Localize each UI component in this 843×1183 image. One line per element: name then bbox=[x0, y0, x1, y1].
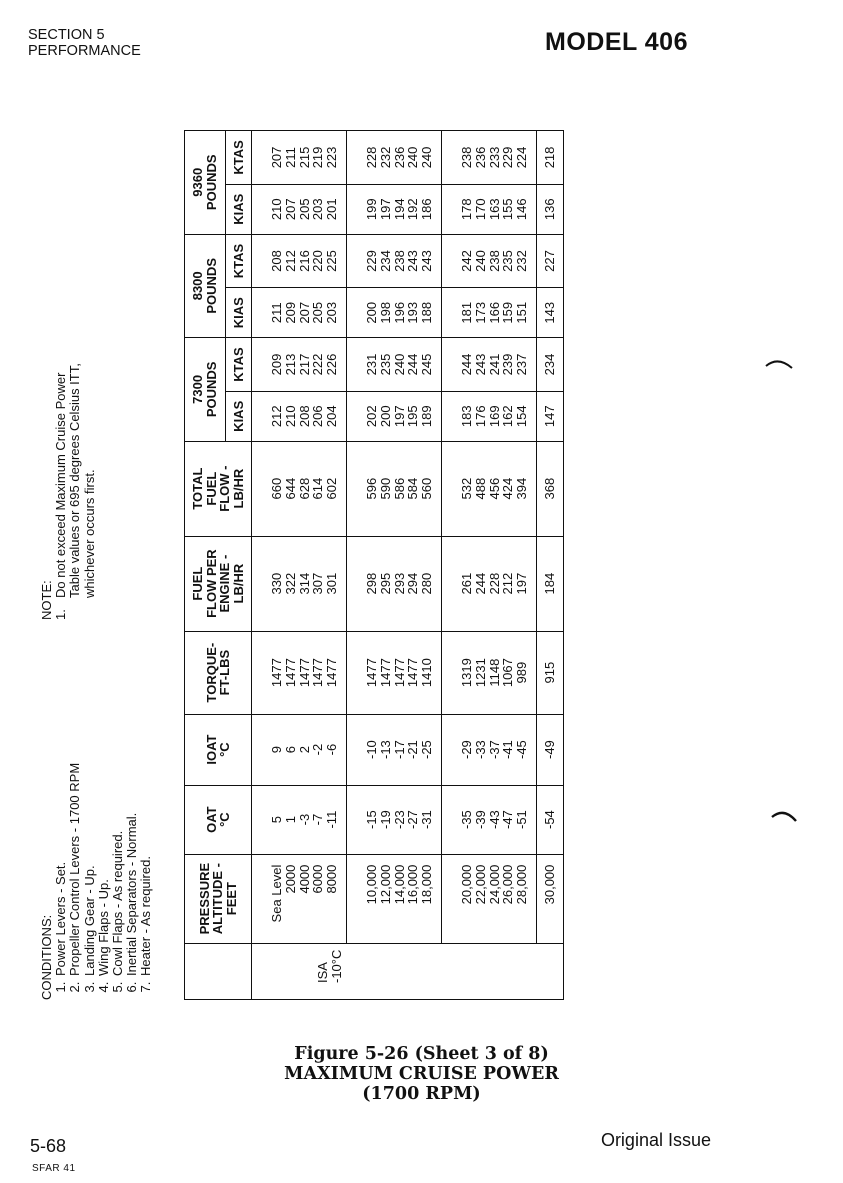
condition-item: 4. Wing Flaps - Up. bbox=[97, 763, 111, 978]
caption-line: MAXIMUM CRUISE POWER bbox=[284, 1064, 559, 1084]
issue-label: Original Issue bbox=[600, 1130, 711, 1150]
condition-item: 5. Cowl Flaps - As required. bbox=[111, 763, 125, 978]
ktas-cell: 244 243 241 239 237 bbox=[442, 338, 537, 392]
total-fuel-flow-cell: 368 bbox=[537, 441, 564, 536]
fuel-flow-cell: 184 bbox=[537, 536, 564, 631]
kias-cell: 178 170 163 155 146 bbox=[442, 184, 537, 234]
total-fuel-flow-cell: 660 644 628 614 602 bbox=[252, 441, 347, 536]
regulation-code: SFAR 41 bbox=[32, 1163, 76, 1174]
kias-cell: 200 198 196 193 188 bbox=[347, 288, 442, 338]
caption-line: (1700 RPM) bbox=[362, 1084, 481, 1104]
kias-cell: 143 bbox=[537, 288, 564, 338]
ioat-cell: 9 6 2 -2 -6 bbox=[252, 714, 347, 785]
section-number: SECTION 5 bbox=[28, 27, 105, 43]
torque-header: TORQUE- FT-LBS bbox=[185, 631, 252, 714]
fuel-flow-cell: 298 295 293 294 280 bbox=[347, 536, 442, 631]
altitude-cell: Sea Level 2000 4000 6000 8000 bbox=[252, 854, 347, 943]
kias-cell: 202 200 197 195 189 bbox=[347, 391, 442, 441]
note-label: NOTE: bbox=[39, 580, 54, 620]
total-fuel-flow-cell: 596 590 586 584 560 bbox=[347, 441, 442, 536]
conditions-label: CONDITIONS: bbox=[39, 914, 54, 1000]
note-block bbox=[40, 363, 97, 620]
torque-cell: 915 bbox=[537, 631, 564, 714]
note-line: Table values or 695 degrees Celsius ITT, bbox=[67, 363, 83, 598]
fuel-flow-cell: 261 244 228 212 197 bbox=[442, 536, 537, 631]
ioat-cell: -49 bbox=[537, 714, 564, 785]
weight-7300-header: 7300 POUNDS bbox=[185, 338, 226, 442]
table-row bbox=[537, 131, 564, 1000]
ioat-header: IOAT °C bbox=[185, 714, 252, 785]
kias-cell: 183 176 169 162 154 bbox=[442, 391, 537, 441]
performance-table bbox=[184, 130, 564, 1000]
conditions-block bbox=[40, 763, 154, 1000]
kias-cell: 199 197 194 192 186 bbox=[347, 184, 442, 234]
oat-cell: -15 -19 -23 -27 -31 bbox=[347, 785, 442, 854]
ktas-cell: 228 232 236 240 240 bbox=[347, 131, 442, 185]
kias-cell: 181 173 166 159 151 bbox=[442, 288, 537, 338]
ktas-cell: 234 bbox=[537, 338, 564, 392]
margin-mark bbox=[764, 356, 796, 372]
altitude-cell: 30,000 bbox=[537, 854, 564, 943]
condition-item: 3. Landing Gear - Up. bbox=[83, 763, 97, 978]
ktas-cell: 207 211 215 219 223 bbox=[252, 131, 347, 185]
ktas-cell: 231 235 240 244 245 bbox=[347, 338, 442, 392]
kias-cell: 211 209 207 205 203 bbox=[252, 288, 347, 338]
note-line: Do not exceed Maximum Cruise Power bbox=[53, 372, 69, 598]
kias-cell: 210 207 205 203 201 bbox=[252, 184, 347, 234]
ktas-cell: 218 bbox=[537, 131, 564, 185]
altitude-cell: 20,000 22,000 24,000 26,000 28,000 bbox=[442, 854, 537, 943]
pressure-altitude-header: PRESSURE ALTITUDE - FEET bbox=[185, 854, 252, 943]
oat-header: OAT °C bbox=[185, 785, 252, 854]
ktas-header: KTAS bbox=[225, 338, 252, 392]
table-body bbox=[252, 131, 564, 1000]
ioat-cell: -29 -33 -37 -41 -45 bbox=[442, 714, 537, 785]
weight-9360-header: 9360 POUNDS bbox=[185, 131, 226, 235]
table-row bbox=[347, 131, 442, 1000]
oat-cell: 5 1 -3 -7 -11 bbox=[252, 785, 347, 854]
kias-cell: 147 bbox=[537, 391, 564, 441]
fuel-flow-header: FUEL FLOW PER ENGINE - LB/HR bbox=[185, 536, 252, 631]
oat-cell: -35 -39 -43 -47 -51 bbox=[442, 785, 537, 854]
torque-cell: 1319 1231 1148 1067 989 bbox=[442, 631, 537, 714]
note-line: whichever occurs first. bbox=[81, 469, 97, 598]
weight-8300-header: 8300 POUNDS bbox=[185, 234, 226, 338]
page-number: 5-68 bbox=[30, 1136, 67, 1156]
ktas-header: KTAS bbox=[225, 131, 252, 185]
isa-header-cell bbox=[185, 943, 252, 999]
kias-cell: 212 210 208 206 204 bbox=[252, 391, 347, 441]
total-fuel-flow-header: TOTAL FUEL FLOW - LB/HR bbox=[185, 441, 252, 536]
torque-cell: 1477 1477 1477 1477 1410 bbox=[347, 631, 442, 714]
section-title: PERFORMANCE bbox=[28, 43, 141, 59]
isa-label: ISA -10°C bbox=[252, 943, 564, 999]
figure-caption bbox=[0, 1044, 843, 1104]
table-row bbox=[442, 131, 537, 1000]
kias-cell: 136 bbox=[537, 184, 564, 234]
margin-mark bbox=[770, 807, 802, 823]
ktas-header: KTAS bbox=[225, 234, 252, 288]
kias-header: KIAS bbox=[225, 184, 252, 234]
condition-item: 7. Heater - As required. bbox=[139, 763, 153, 978]
ktas-cell: 238 236 233 229 224 bbox=[442, 131, 537, 185]
note-item bbox=[54, 363, 97, 620]
note-number: 1. bbox=[53, 609, 69, 620]
total-fuel-flow-cell: 532 488 456 424 394 bbox=[442, 441, 537, 536]
section-header bbox=[28, 27, 141, 59]
condition-item: 1. Power Levers - Set. bbox=[54, 763, 68, 978]
oat-cell: -54 bbox=[537, 785, 564, 854]
ktas-cell: 209 213 217 222 226 bbox=[252, 338, 347, 392]
model-title: MODEL 406 bbox=[545, 28, 688, 56]
fuel-flow-cell: 330 322 314 307 301 bbox=[252, 536, 347, 631]
caption-line: Figure 5-26 (Sheet 3 of 8) bbox=[294, 1044, 549, 1064]
ktas-cell: 208 212 216 220 225 bbox=[252, 234, 347, 288]
rotated-table-block bbox=[40, 100, 640, 1000]
condition-item: 2. Propeller Control Levers - 1700 RPM bbox=[68, 763, 82, 978]
kias-header: KIAS bbox=[225, 288, 252, 338]
table-row bbox=[252, 131, 347, 1000]
ktas-cell: 229 234 238 243 243 bbox=[347, 234, 442, 288]
ktas-cell: 227 bbox=[537, 234, 564, 288]
altitude-cell: 10,000 12,000 14,000 16,000 18,000 bbox=[347, 854, 442, 943]
torque-cell: 1477 1477 1477 1477 1477 bbox=[252, 631, 347, 714]
ioat-cell: -10 -13 -17 -21 -25 bbox=[347, 714, 442, 785]
ktas-cell: 242 240 238 235 232 bbox=[442, 234, 537, 288]
conditions-list bbox=[54, 763, 153, 1000]
condition-item: 6. Inertial Separators - Normal. bbox=[125, 763, 139, 978]
kias-header: KIAS bbox=[225, 391, 252, 441]
